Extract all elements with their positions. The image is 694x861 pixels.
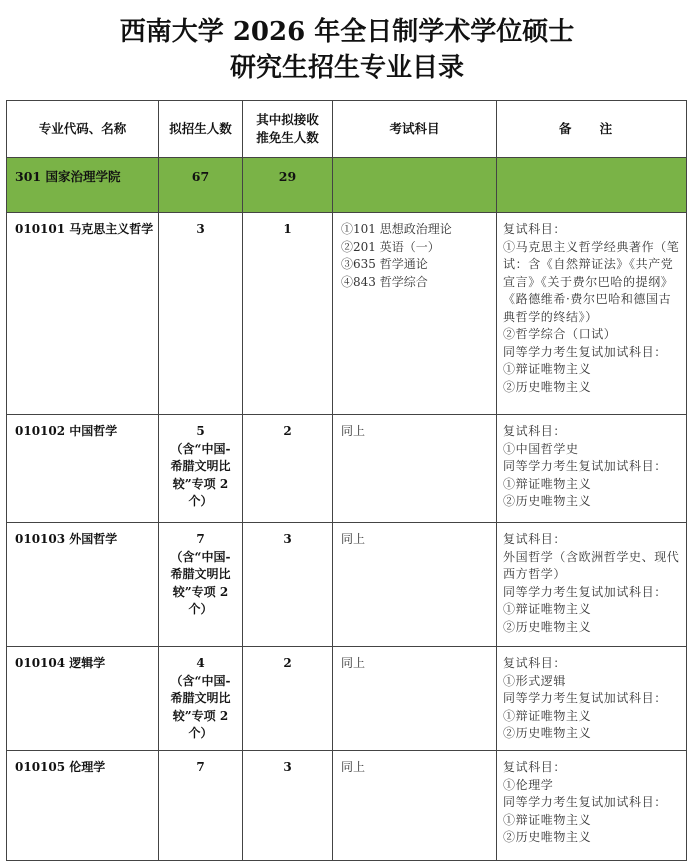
major-subjects: [333, 751, 497, 861]
remark-line: ②历史唯物主义: [503, 379, 592, 394]
subject-item: ②201 英语（一）: [341, 239, 440, 254]
table-row: [7, 523, 687, 647]
planned-note-line: 个）: [188, 494, 213, 508]
remark-line: 复试科目：: [503, 656, 567, 670]
planned-count: 5: [196, 424, 205, 438]
subject-item: ①101 思想政治理论: [341, 222, 452, 236]
remark-line: ②历史唯物主义: [503, 494, 592, 508]
header-planned: 拟招生人数: [159, 101, 243, 158]
major-exempt: 1: [243, 213, 333, 415]
remark-line: ②哲学综合（口试）: [503, 327, 617, 341]
remark-line: 复试科目：: [503, 222, 567, 236]
major-code-name: 010105 伦理学: [7, 751, 159, 861]
remark-line: ①辩证唯物主义: [503, 602, 592, 616]
remark-line: ①辩证唯物主义: [503, 708, 592, 723]
planned-note-line: 较”专项 2: [172, 476, 229, 491]
table-header-row: [7, 101, 687, 158]
major-code-name: 010102 中国哲学: [7, 415, 159, 523]
college-planned: 67: [159, 158, 243, 213]
major-subjects: [333, 523, 497, 647]
major-remarks: [497, 523, 687, 647]
college-row: [7, 158, 687, 213]
remark-line: ①中国哲学史: [503, 441, 579, 456]
subject-item: 同上: [341, 760, 366, 774]
subject-item: 同上: [341, 532, 366, 546]
major-code-name: 010104 逻辑学: [7, 647, 159, 751]
planned-count: 4: [196, 656, 205, 670]
remark-line: 同等学力考生复试加试科目：: [503, 691, 667, 705]
header-exempt-line2: 推免生人数: [256, 130, 319, 145]
program-catalog-table: [6, 100, 687, 861]
major-remarks: [497, 647, 687, 751]
remark-line: ①马克思主义哲学经典著作（笔试：含《自然辩证法》《共产党宣言》《关于费尔巴哈的提纲》《路德维希·费尔巴哈和德国古典哲学的终结》）: [503, 239, 680, 324]
document-title-line1: 西南大学 2026 年全日制学术学位硕士: [119, 17, 575, 47]
major-planned: [159, 647, 243, 751]
remark-line: 同等学力考生复试加试科目：: [503, 459, 667, 473]
major-exempt: 3: [243, 523, 333, 647]
college-exempt: 29: [243, 158, 333, 213]
planned-note-line: 希腊文明比: [170, 459, 231, 473]
header-remarks: 备 注: [497, 101, 687, 158]
table-row: [7, 647, 687, 751]
table-row: [7, 751, 687, 861]
remark-line: 同等学力考生复试加试科目：: [503, 584, 667, 599]
remark-line: ②历史唯物主义: [503, 830, 592, 844]
subject-item: ③635 哲学通论: [341, 257, 428, 271]
remark-line: ②历史唯物主义: [503, 619, 592, 634]
major-planned: [159, 751, 243, 861]
header-code-name: 专业代码、名称: [7, 101, 159, 158]
remark-line: 复试科目：: [503, 760, 567, 774]
major-subjects: [333, 213, 497, 415]
header-subjects: 考试科目: [333, 101, 497, 158]
remark-line: ①伦理学: [503, 777, 554, 792]
remark-line: ②历史唯物主义: [503, 726, 592, 740]
planned-note-line: 希腊文明比: [170, 691, 231, 705]
table-row: [7, 415, 687, 523]
table-row: [7, 213, 687, 415]
remark-line: ①辩证唯物主义: [503, 362, 592, 376]
major-exempt: 2: [243, 415, 333, 523]
college-subjects-empty: [333, 158, 497, 213]
major-remarks: [497, 751, 687, 861]
planned-note-line: 较”专项 2: [172, 584, 229, 599]
subject-item: ④843 哲学综合: [341, 274, 428, 289]
major-remarks: [497, 213, 687, 415]
major-subjects: [333, 647, 497, 751]
planned-note-line: （含“中国-: [170, 673, 231, 688]
major-exempt: 3: [243, 751, 333, 861]
remark-line: ①形式逻辑: [503, 673, 567, 688]
major-code-name: 010101 马克思主义哲学: [7, 213, 159, 415]
remark-line: 复试科目：: [503, 532, 567, 546]
remark-line: ①辩证唯物主义: [503, 812, 592, 827]
college-name: 301 国家治理学院: [7, 158, 159, 213]
major-code-name: 010103 外国哲学: [7, 523, 159, 647]
remark-line: 同等学力考生复试加试科目：: [503, 795, 667, 809]
college-remarks-empty: [497, 158, 687, 213]
remark-line: 复试科目：: [503, 424, 567, 438]
major-subjects: [333, 415, 497, 523]
planned-note-line: （含“中国-: [170, 441, 231, 456]
document-title-line2: 研究生招生专业目录: [229, 53, 464, 83]
planned-note-line: 较”专项 2: [172, 708, 229, 723]
major-remarks: [497, 415, 687, 523]
planned-note-line: 个）: [188, 602, 213, 616]
major-planned: [159, 415, 243, 523]
header-exempt-line1: 其中拟接收: [256, 112, 319, 127]
subject-item: 同上: [341, 656, 366, 670]
header-exempt: [243, 101, 333, 158]
planned-note-line: 个）: [188, 726, 213, 740]
remark-line: ①辩证唯物主义: [503, 476, 592, 491]
planned-count: 7: [196, 760, 205, 774]
planned-note-line: 希腊文明比: [170, 567, 231, 581]
remark-line: 同等学力考生复试加试科目：: [503, 344, 667, 359]
major-planned: [159, 213, 243, 415]
remark-line: 外国哲学（含欧洲哲学史、现代西方哲学）: [503, 549, 680, 581]
planned-count: 3: [196, 222, 205, 236]
subject-item: 同上: [341, 424, 366, 438]
major-exempt: 2: [243, 647, 333, 751]
major-planned: [159, 523, 243, 647]
planned-count: 7: [196, 532, 205, 546]
planned-note-line: （含“中国-: [170, 549, 231, 564]
